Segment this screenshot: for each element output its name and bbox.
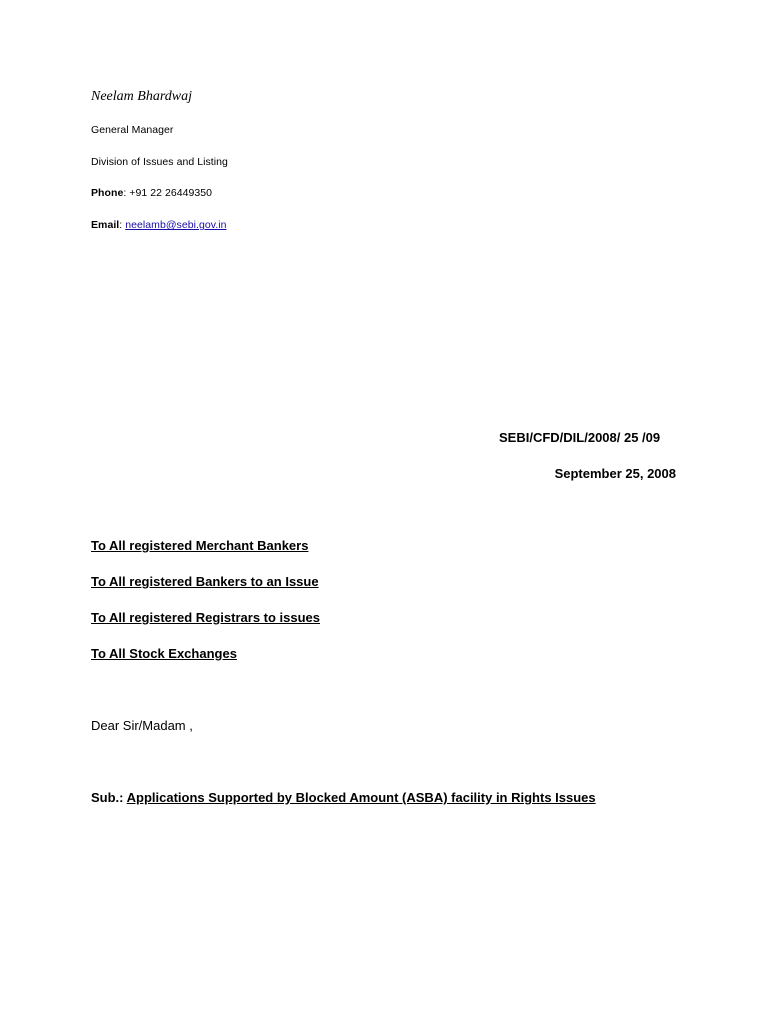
sender-phone: [91, 187, 212, 199]
sender-division: Division of Issues and Listing: [91, 156, 228, 168]
salutation: Dear Sir/Madam ,: [91, 718, 193, 733]
sender-name: Neelam Bhardwaj: [91, 89, 192, 104]
subject-text: Applications Supported by Blocked Amount (ASBA) facility in Rights Issues: [126, 790, 596, 805]
email-label: Email: [91, 219, 120, 231]
recipient-line: To All registered Registrars to issues: [91, 610, 321, 625]
email-link[interactable]: neelamb@sebi.gov.in: [125, 219, 227, 231]
recipient-line: To All registered Bankers to an Issue: [91, 574, 319, 589]
reference-date: September 25, 2008: [554, 466, 676, 481]
subject-label: Sub.:: [91, 790, 127, 805]
phone-label: Phone: [91, 187, 124, 199]
sender-email: [91, 219, 227, 231]
recipient-line: To All Stock Exchanges: [91, 646, 237, 661]
phone-value: : +91 22 26449350: [123, 187, 213, 199]
reference-number: SEBI/CFD/DIL/2008/ 25 /09: [499, 430, 661, 445]
recipient-line: To All registered Merchant Bankers: [91, 538, 309, 553]
sender-title: General Manager: [91, 124, 174, 136]
email-separator: :: [119, 219, 126, 231]
subject-line: [91, 790, 596, 805]
